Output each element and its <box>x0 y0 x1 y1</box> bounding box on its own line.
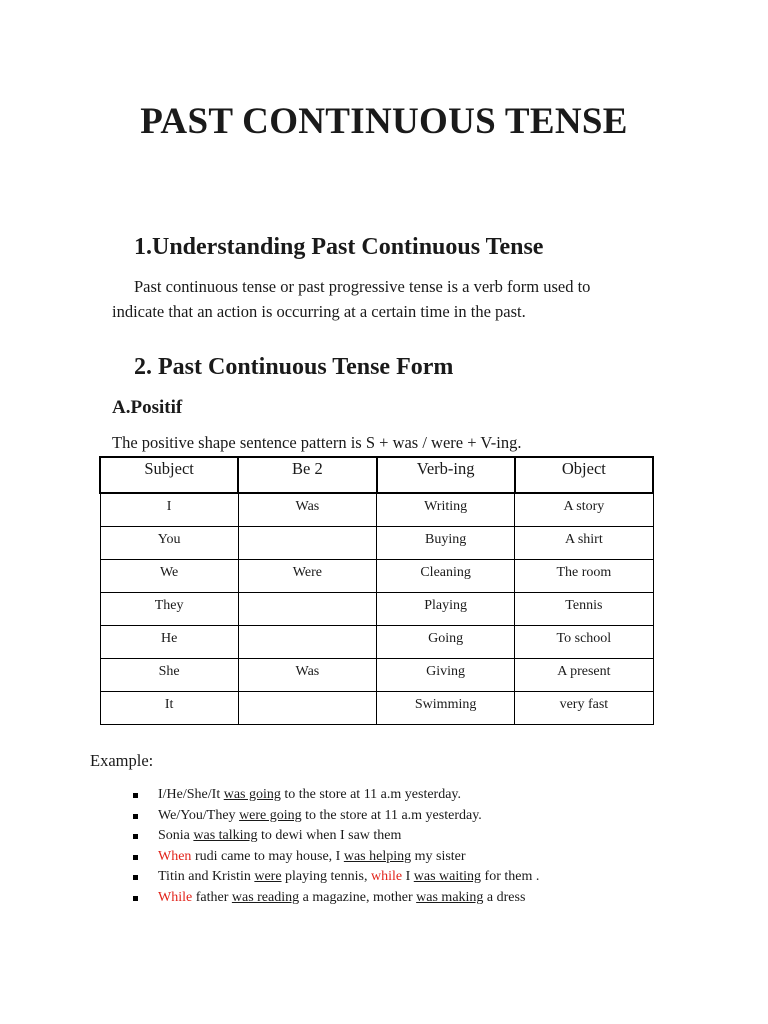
example-text: rudi came to may house, I <box>191 848 344 864</box>
cell-subject: I <box>100 493 238 526</box>
cell-object: The room <box>515 559 653 592</box>
paragraph-line-2: indicate that an action is occurring at a certain time in the past. <box>112 302 526 321</box>
cell-be2: Were <box>238 559 376 592</box>
table-header-row <box>100 457 653 493</box>
example-text: a dress <box>483 889 526 905</box>
cell-subject: You <box>100 526 238 559</box>
cell-verb-ing: Swimming <box>377 691 515 724</box>
section-2-heading: 2. Past Continuous Tense Form <box>134 354 454 380</box>
underlined-verb: was waiting <box>413 869 482 884</box>
square-bullet-icon <box>133 793 138 798</box>
cell-object: A story <box>515 493 653 526</box>
subsection-a-label: A. <box>112 397 131 418</box>
example-text: a magazine, mother <box>299 889 417 905</box>
underlined-verb: were going <box>239 807 302 823</box>
example-text: father <box>192 889 232 905</box>
cell-object: A present <box>515 658 653 691</box>
sentence-pattern: The positive shape sentence pattern is S + was / were + V-ing. <box>112 433 522 452</box>
example-text: We/You/They <box>158 807 240 823</box>
past-continuous-table <box>99 456 654 725</box>
table-row <box>100 493 653 526</box>
example-text: I <box>402 869 414 884</box>
examples-list <box>131 785 539 908</box>
example-item <box>131 847 539 868</box>
cell-verb-ing: Playing <box>377 592 515 625</box>
section-1-number: 1. <box>134 234 152 260</box>
table-row <box>100 625 653 658</box>
example-label: Example: <box>90 751 154 770</box>
conjunction-highlight: While <box>158 889 193 905</box>
cell-be2 <box>238 625 376 658</box>
example-text: Sonia <box>158 828 194 843</box>
square-bullet-icon <box>133 855 138 860</box>
cell-object: To school <box>515 625 653 658</box>
example-item <box>131 785 539 806</box>
cell-be2 <box>238 691 376 724</box>
square-bullet-icon <box>133 814 138 819</box>
square-bullet-icon <box>133 875 138 880</box>
cell-subject: He <box>100 625 238 658</box>
example-text: to the store at 11 a.m yesterday. <box>280 787 462 802</box>
table-row <box>100 559 653 592</box>
header-object: Object <box>515 457 653 493</box>
example-text: playing tennis, <box>281 869 371 884</box>
cell-verb-ing: Writing <box>377 493 515 526</box>
example-text: to dewi when I saw them <box>257 828 402 843</box>
cell-be2: Was <box>238 493 376 526</box>
example-text: Titin and Kristin <box>158 869 255 884</box>
table-row <box>100 691 653 724</box>
cell-subject: She <box>100 658 238 691</box>
paragraph-line-1: Past continuous tense or past progressive tense is a verb form used to <box>134 277 591 296</box>
example-text: I/He/She/It <box>158 787 224 802</box>
section-1-paragraph <box>112 274 652 324</box>
table-row <box>100 592 653 625</box>
cell-verb-ing: Cleaning <box>377 559 515 592</box>
conjunction-highlight: while <box>370 869 403 884</box>
cell-object: Tennis <box>515 592 653 625</box>
square-bullet-icon <box>133 834 138 839</box>
section-1-heading-text: Understanding Past Continuous Tense <box>152 234 544 260</box>
example-item <box>131 867 539 888</box>
cell-subject: We <box>100 559 238 592</box>
underlined-verb: was going <box>223 787 281 802</box>
header-be2: Be 2 <box>238 457 376 493</box>
underlined-verb: was reading <box>231 889 300 905</box>
subsection-a-heading <box>112 397 182 419</box>
cell-verb-ing: Buying <box>377 526 515 559</box>
example-item <box>131 888 539 909</box>
underlined-verb: was talking <box>193 828 258 843</box>
cell-verb-ing: Giving <box>377 658 515 691</box>
example-item <box>131 826 539 847</box>
cell-subject: They <box>100 592 238 625</box>
header-subject: Subject <box>100 457 238 493</box>
table-row <box>100 658 653 691</box>
cell-object: A shirt <box>515 526 653 559</box>
conjunction-highlight: When <box>158 848 192 864</box>
example-text: for them . <box>481 869 540 884</box>
example-item <box>131 806 539 827</box>
section-1-heading <box>134 234 543 261</box>
table-row <box>100 526 653 559</box>
cell-be2: Was <box>238 658 376 691</box>
example-text: to the store at 11 a.m yesterday. <box>301 807 482 823</box>
underlined-verb: were <box>254 869 282 884</box>
subsection-a-heading-text: Positif <box>130 397 183 418</box>
square-bullet-icon <box>133 896 138 901</box>
cell-verb-ing: Going <box>377 625 515 658</box>
cell-be2 <box>238 526 376 559</box>
underlined-verb: was making <box>416 889 484 905</box>
cell-object: very fast <box>515 691 653 724</box>
cell-be2 <box>238 592 376 625</box>
underlined-verb: was helping <box>343 848 412 864</box>
header-verb-ing: Verb-ing <box>377 457 515 493</box>
cell-subject: It <box>100 691 238 724</box>
page-title: PAST CONTINUOUS TENSE <box>140 101 628 142</box>
example-text: my sister <box>411 848 466 864</box>
